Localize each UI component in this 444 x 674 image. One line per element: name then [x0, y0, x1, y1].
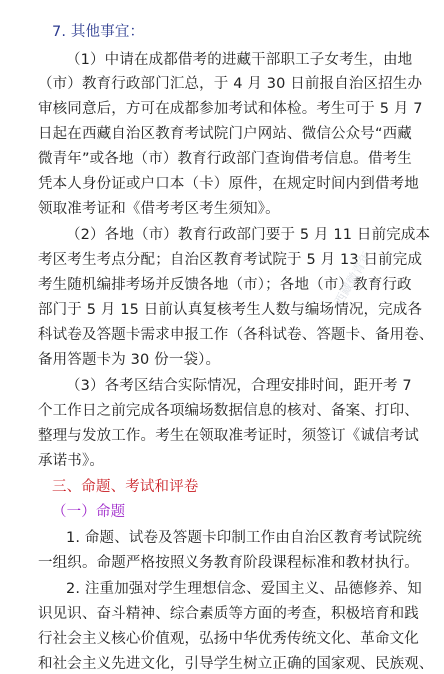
paragraph-line: （2）各地（市）教育行政部门要于 5 月 11 日前完成本: [66, 227, 431, 243]
paragraph-line: 整理与发放工作。考生在领取准考证时，须签订《诚信考试: [38, 428, 419, 444]
paragraph-line: 凭本人身份证或户口本（卡）原件，在规定时间内到借考地: [38, 176, 419, 192]
paragraph-line: 承诺书》。: [38, 453, 104, 469]
section-7-heading: 7. 其他事宜：: [52, 24, 145, 40]
paragraph-line: 考区考生考点分配；自治区教育考试院于 5 月 13 日前完成: [38, 252, 423, 268]
paragraph-line: 微青年”或各地（市）教育行政部门查询借考信息。借考生: [38, 151, 412, 167]
paragraph-line: （1）中请在成都借考的进藏干部职工子女考生，由地: [66, 52, 413, 68]
paragraph-line: （市）教育行政部门汇总，于 4 月 30 日前报自治区招生办: [38, 76, 423, 92]
paragraph-line: 科试卷及答题卡需求申报工作（各科试卷、答题卡、备用卷、: [38, 327, 434, 343]
paragraph-line: 和社会主义先进文化，引导学生树立正确的国家观、民族观、: [38, 656, 434, 672]
paragraph-line: 日起在西藏自治区教育考试院门户网站、微信公众号“西藏: [38, 126, 412, 142]
paragraph-line: 备用答题卡为 30 份一袋）。: [38, 352, 221, 368]
paragraph-line: 个工作日之前完成各项编场数据信息的核对、备案、打印、: [38, 403, 419, 419]
paragraph-line: 2. 注重加强对学生理想信念、爱国主义、品德修养、知: [66, 581, 422, 597]
paragraph-line: 考生随机编排考场并反馈各地（市）；各地（市）教育行政: [38, 277, 412, 293]
watermark: 西藏微青年: [331, 249, 374, 308]
paragraph-line: 行社会主义核心价值观，弘扬中华优秀传统文化、革命文化: [38, 631, 419, 647]
section-3-heading: 三、命题、考试和评卷: [52, 479, 199, 495]
paragraph-line: （3）各考区结合实际情况，合理安排时间，距开考 7: [66, 378, 412, 394]
paragraph-line: 领取准考证和《借考考区考生须知》。: [38, 201, 280, 217]
paragraph-line: 一组织。命题严格按照义务教育阶段课程标准和教材执行。: [38, 555, 419, 571]
paragraph-line: 部门于 5 月 15 日前认真复核考生人数与编场情况，完成各: [38, 302, 423, 318]
paragraph-line: 1. 命题、试卷及答题卡印制工作由自治区教育考试院统: [66, 530, 422, 546]
paragraph-line: 审核同意后，方可在成都参加考试和体检。考生可于 5 月 7: [38, 101, 423, 117]
paragraph-line: 识见识、奋斗精神、综合素质等方面的考查，积极培育和践: [38, 606, 419, 622]
subsection-1-heading: （一）命题: [52, 504, 126, 520]
